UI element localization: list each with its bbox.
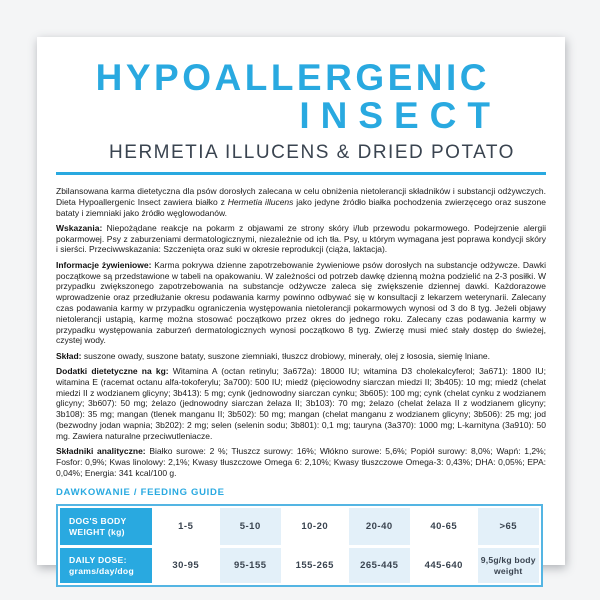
table-cell-dose-1: 30-95 — [155, 548, 217, 583]
indications-label: Wskazania: — [56, 222, 103, 233]
product-label-card — [37, 37, 565, 576]
product-subtitle: HERMETIA ILLUCENS & DRIED POTATO — [109, 142, 515, 163]
paragraph-indications — [56, 223, 546, 255]
nutrition-info-label: Informacje żywieniowe: — [56, 259, 152, 270]
table-cell-weight-4: 20-40 — [349, 508, 411, 545]
intro-text: Zbilansowana karma dietetyczna dla psów dorosłych zalecana w celu obniżenia nietolerancji składników i substancji odżywczych. Dieta Hypoallergenic Insect zawiera białko z — [56, 186, 546, 207]
table-cell-weight-5: 40-65 — [413, 508, 475, 545]
paragraph-analytical-constituents — [56, 446, 546, 478]
divider-rule — [56, 172, 546, 175]
row-header-dogs-body-weight — [60, 508, 152, 545]
row-header-daily-dose — [60, 548, 152, 583]
species-name-italic: Hermetia illucens — [227, 196, 294, 207]
table-cell-weight-1: 1-5 — [155, 508, 217, 545]
product-title-line1: HYPOALLERGENIC — [95, 57, 490, 98]
product-title-line2: INSECT — [299, 95, 501, 136]
indications-text: Niepożądane reakcje na pokarm z objawami ze strony skóry i/lub przewodu pokarmowego. Podejrzenie alergii pokarmowej. Psy z zaburzeniami dermatologicznymi, niezależnie od ich tła. Psy, u którym wymagana jest poprawa kondycji skóry i sierści. Przeciwwskazania: Szczenięta oraz suki w okresie reprodukcji (ciąża, laktacja). — [56, 222, 546, 255]
analytical-constituents-text: Białko surowe: 2 %; Tłuszcz surowy: 16%; Włókno surowe: 5,6%; Popiół surowy: 8,0%; Wapń: 1,2%; Fosfor: 0,9%; Kwas linolowy: 2,1%; Kwasy tłuszczowe Omega 6: 2,10%; Kwasy tłuszczowe Omega-3: 0,43%; DHA: 0,05%; EPA: 0,04%; Energia: 341 kcal/100 g. — [56, 446, 546, 478]
intro-text-cont: jako jedyne źródło białka pochodzenia zwierzęcego oraz suszone bataty i ziemniaki jako źródło węglowodanów. — [56, 196, 546, 218]
table-cell-weight-2: 5-10 — [220, 508, 282, 545]
table-cell-dose-5: 445-640 — [413, 548, 475, 583]
feeding-guide-heading: DAWKOWANIE / FEEDING GUIDE — [56, 487, 225, 499]
paragraph-composition — [56, 351, 546, 362]
table-cell-weight-6: >65 — [478, 508, 540, 545]
row-header-line: WEIGHT (kg) — [69, 526, 125, 537]
row-header-line: DOG'S BODY — [69, 515, 127, 526]
table-cell-dose-4: 265-445 — [349, 548, 411, 583]
row-header-line: grams/day/dog — [69, 565, 135, 576]
label-body-text — [56, 186, 546, 478]
feeding-guide-table — [56, 504, 543, 587]
table-cell-dose-6: 9,5g/kg body weight — [478, 548, 540, 583]
nutrition-info-text: Karma pokrywa dzienne zapotrzebowanie żywieniowe psów dorosłych na substancje odżywcze. Dawki początkowe są przedstawione w tabeli na opakowaniu. W zależności od potrzeb dawkę dzienną można podzielić na 2-3 posiłki. W przypadku zwiększonego zapotrzebowania na substancje odżywcze zaleca się zwiększenie dziennej dawki. Każdorazowe wprowadzenie oraz przedłużanie okresu podawania karmy powinno odbywać się w konsultacji z lekarzem weterynarii. Zalecany czas podawania karmy w przypadku ograniczenia występowania nietolerancji pokarmowych wynosi od 3 do 8 tyg. Jeżeli objawy nietolerancji ustąpią, karmę można stosować początkowo przez okres do jednego roku. Zalecany czas podawania karmy w przypadku występowania zaburzeń dermatologicznych wynosi początkowo 8 tyg. Zwierzę musi mieć stały dostęp do świeżej, czystej wody. — [56, 259, 546, 346]
dietary-additives-label: Dodatki dietetyczne na kg: — [56, 365, 169, 376]
product-title — [56, 59, 546, 135]
paragraph-nutrition-info — [56, 260, 546, 346]
dietary-additives-text: Witamina A (octan retinylu; 3a672a): 18000 IU; witamina D3 cholekalcyferol; 3a671): 1800 IU; witamina E (racemat octanu alfa-tokoferylu; 3a700): 500 IU; miedź (pięciowodny siarczan miedzi II; 3b405): 10 mg; miedź (chelat miedzi II z wodzianem glicyny; 3b413): 5 mg; cynk (jednowodny siarczan cynku; 3b605): 100 mg; cynk (chelat cynku z wodzianem glicyny; 3b607): 50 mg; żelazo (jednowodny siarczan żelaza II; 3b103): 70 mg; żelazo (chelat żelaza II z wodzianem glicyny; 3b108): 35 mg; mangan (tlenek manganu II; 3b502): 50 mg; mangan (chelat manganu z wodzianem glicyny; 3b506): 25 mg; jod (bezwodny jodan wapnia; 3b202): 2 mg; selen (selenin sodu; 3b801): 0,1 mg; tauryna (3a370): 1000 mg; L-karnityna (3a910): 50 mg. Zawiera naturalne przeciwutleniacze. — [56, 365, 546, 441]
table-cell-dose-3: 155-265 — [284, 548, 346, 583]
analytical-constituents-label: Składniki analityczne: — [56, 446, 146, 457]
composition-text: suszone owady, suszone bataty, suszone ziemniaki, tłuszcz drobiowy, minerały, olej z łososia, siemię lniane. — [81, 350, 491, 361]
composition-label: Skład: — [56, 350, 82, 361]
paragraph-intro — [56, 186, 546, 218]
row-header-line: DAILY DOSE: — [69, 554, 127, 565]
table-cell-weight-3: 10-20 — [284, 508, 346, 545]
table-cell-dose-2: 95-155 — [220, 548, 282, 583]
paragraph-dietary-additives — [56, 366, 546, 442]
